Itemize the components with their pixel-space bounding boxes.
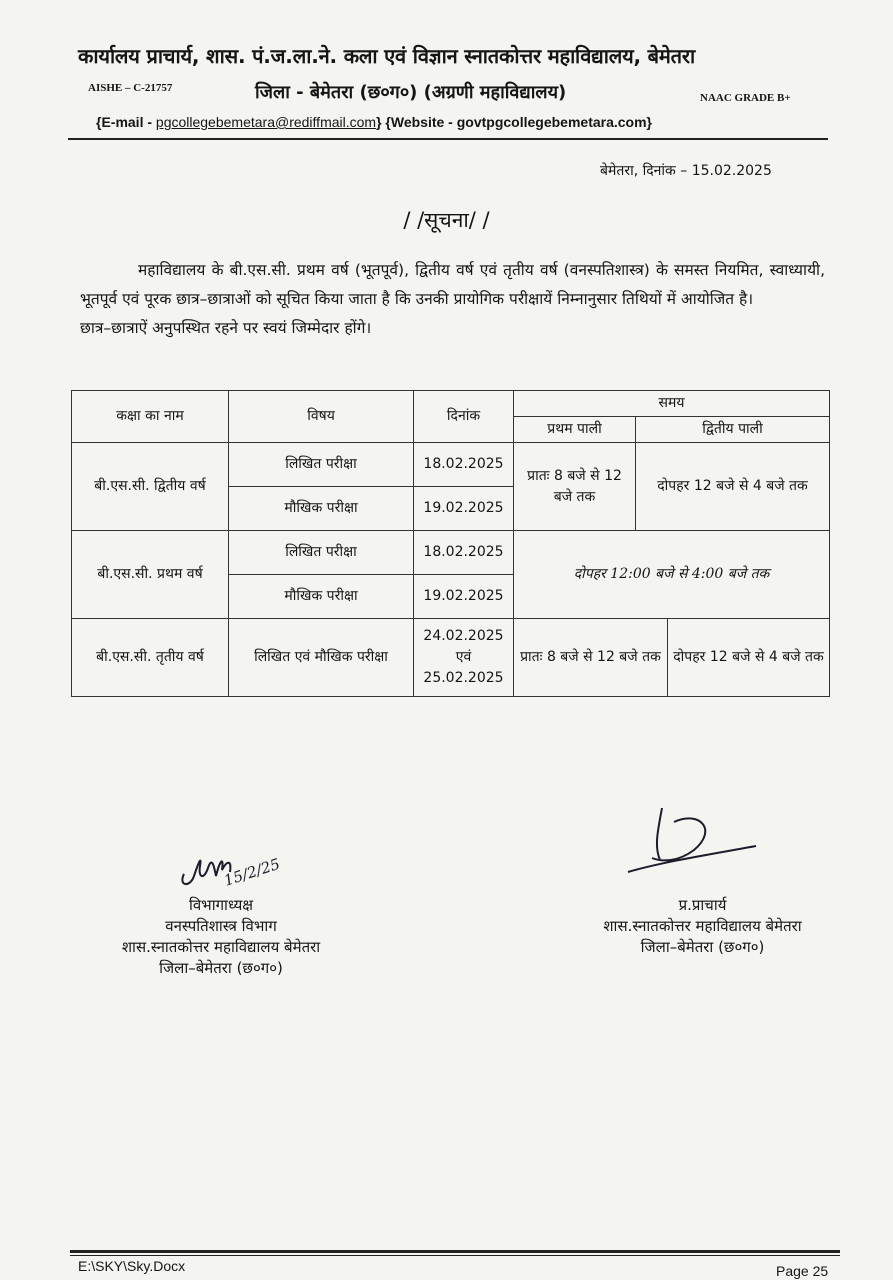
principal-designation: प्र.प्राचार्य: [678, 896, 727, 914]
notice-body: [80, 256, 825, 343]
subject-cell: लिखित एवं मौखिक परीक्षा: [229, 619, 414, 697]
hod-college: शास.स्नातकोत्तर महाविद्यालय बेमेतरा: [121, 938, 321, 956]
table-row: [72, 443, 830, 487]
footer-divider: [70, 1250, 840, 1253]
footer-divider-thin: [70, 1255, 840, 1256]
contact-line: [96, 114, 652, 130]
date-cell: 19.02.2025: [414, 487, 514, 531]
email-link[interactable]: pgcollegebemetara@rediffmail.com: [155, 114, 377, 130]
table-row: [72, 531, 830, 575]
header-divider: [68, 138, 828, 140]
notice-title: / /सूचना/ /: [403, 208, 490, 232]
principal-district: जिला–बेमेतरा (छ०ग०): [640, 938, 765, 956]
email-label: {E-mail -: [96, 114, 156, 130]
district-line: जिला - बेमेतरा (छ०ग०) (अग्रणी महाविद्यालय): [255, 82, 567, 103]
shift2-cell: दोपहर 12 बजे से 4 बजे तक: [668, 619, 830, 697]
principal-college: शास.स्नातकोत्तर महाविद्यालय बेमेतरा: [603, 917, 802, 935]
date-line: बेमेतरा, दिनांक – 15.02.2025: [600, 163, 772, 179]
header-time: समय: [514, 391, 830, 417]
date-cell: [414, 619, 514, 697]
header-shift1: प्रथम पाली: [514, 417, 636, 443]
hod-department: वनस्पतिशास्त्र विभाग: [165, 917, 277, 935]
hod-signature: [176, 846, 296, 896]
table-row: [72, 619, 830, 697]
header-date: दिनांक: [414, 391, 514, 443]
time-cell: दोपहर 12:00 बजे से 4:00 बजे तक: [514, 531, 830, 619]
class-cell: बी.एस.सी. तृतीय वर्ष: [72, 619, 229, 697]
notice-warning: छात्र–छात्राऐं अनुपस्थित रहने पर स्वयं जिम्मेदार होंगे।: [80, 319, 372, 337]
principal-signature-block: [560, 895, 845, 958]
hod-designation: विभागाध्यक्ष: [188, 896, 254, 914]
date-value: 24.02.2025: [423, 628, 504, 644]
subject-cell: मौखिक परीक्षा: [229, 487, 414, 531]
hod-district: जिला–बेमेतरा (छ०ग०): [159, 959, 283, 977]
header-shift2: द्वितीय पाली: [636, 417, 830, 443]
date-cell: 19.02.2025: [414, 575, 514, 619]
subject-cell: लिखित परीक्षा: [229, 443, 414, 487]
exam-schedule-table: [71, 390, 830, 697]
principal-signature: [622, 800, 762, 880]
office-title: कार्यालय प्राचार्य, शास. पं.ज.ला.ने. कला एवं विज्ञान स्नातकोत्तर महाविद्यालय, बेमेतरा: [78, 44, 695, 68]
class-cell: बी.एस.सी. प्रथम वर्ष: [72, 531, 229, 619]
hod-signature-block: [86, 895, 356, 979]
naac-grade: NAAC GRADE B+: [700, 92, 791, 104]
footer-file-path: E:\SKY\Sky.Docx: [78, 1258, 186, 1274]
date-cell: 18.02.2025: [414, 443, 514, 487]
shift1-cell: प्रातः 8 बजे से 12 बजे तक: [514, 443, 636, 531]
date-cell: 18.02.2025: [414, 531, 514, 575]
class-cell: बी.एस.सी. द्वितीय वर्ष: [72, 443, 229, 531]
subject-cell: लिखित परीक्षा: [229, 531, 414, 575]
date-conjunction: एवं: [455, 649, 472, 665]
hod-signature-date: 15/2/25: [221, 854, 283, 890]
website-label: } {Website -: [376, 114, 457, 130]
notice-paragraph: महाविद्यालय के बी.एस.सी. प्रथम वर्ष (भूतपूर्व), द्वितीय वर्ष एवं तृतीय वर्ष (वनस्पतिशास्त्र) के समस्त नियमित, स्वाध्यायी, भूतपूर्व एवं पूरक छात्र–छात्राओं को सूचित किया जाता है कि उनकी प्रायोगिक परीक्षायें निम्नानुसार तिथियों में आयोजित है।: [80, 261, 825, 308]
header-subject: विषय: [229, 391, 414, 443]
subject-cell: मौखिक परीक्षा: [229, 575, 414, 619]
website-link[interactable]: govtpgcollegebemetara.com}: [456, 114, 653, 130]
shift1-cell: प्रातः 8 बजे से 12 बजे तक: [514, 619, 668, 697]
date-value: 25.02.2025: [423, 670, 504, 686]
header-class: कक्षा का नाम: [72, 391, 229, 443]
aishe-code: AISHE – C-21757: [88, 82, 173, 94]
shift2-cell: दोपहर 12 बजे से 4 बजे तक: [636, 443, 830, 531]
footer-page-number: Page 25: [776, 1263, 829, 1279]
